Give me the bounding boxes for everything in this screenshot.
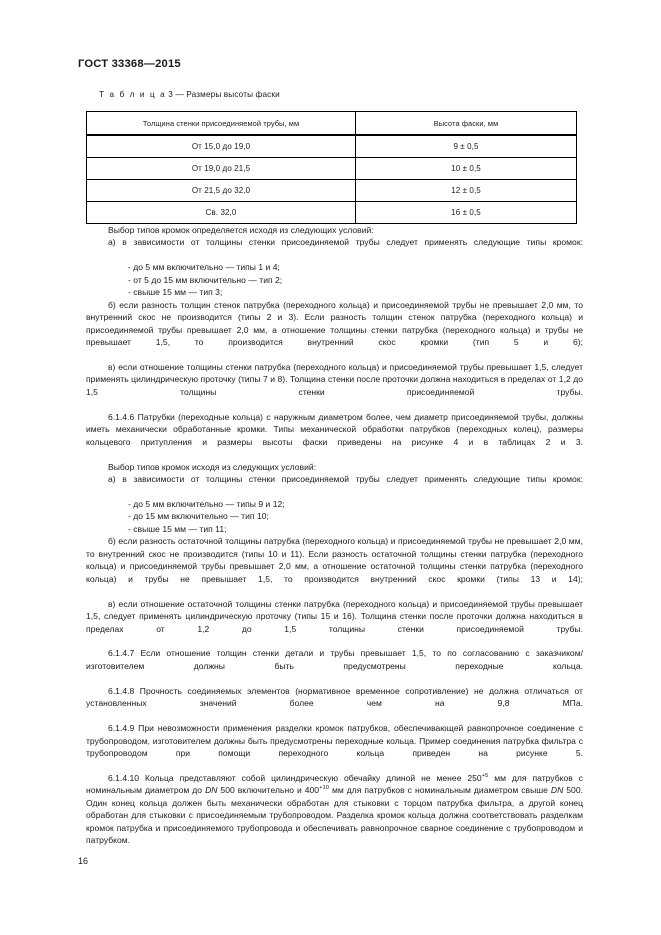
clause-6-1-4-10-part-d: мм для патрубков с номинальным диаметром свыше [328,785,551,796]
tolerance-plus-5: +5 [481,773,489,780]
cell-height: 10 ± 0,5 [356,158,577,180]
column-header-fascia-height: Высота фаски, мм [356,112,577,136]
cell-thickness: Св. 32,0 [87,202,356,224]
paragraph-edge-types-intro-1: Выбор типов кромок определяется исходя из следующих условий: [108,225,374,235]
table-caption-number: 3 [168,90,174,99]
paragraph-item-v-2: в) если отношение остаточной толщины стенки патрубка (переходного кольца) и присоединяемой трубы превышает 1,5, следует применять цилиндрическую проточку (типы 15 и 16). Толщина стенки после проточки должна находиться в пределах от 1,2 до 1,5 толщины стенки присоединяемой трубы. [86,598,583,634]
table-caption [99,90,280,99]
dn-abbrev-1: DN [205,785,218,796]
paragraph-item-b-1: б) если разность толщин стенок патрубка (переходного кольца) и присоединяемой трубы не превышает 2,0 мм, то внутренний скос не производится (типы 2 и 3). Если разность толщин стенок патрубка (переходного кольца) и присоединяемой трубы превышает 2,0 мм, а отношение толщины стенки патрубка (переходного кольца) и трубы не превышает 1,5, то производится внутренний скос кромки (тип 5 и 6); [86,299,583,348]
cell-thickness: От 15,0 до 19,0 [87,135,356,158]
cell-height: 16 ± 0,5 [356,202,577,224]
list-item-over-15mm-1: - свыше 15 мм — тип 3; [128,287,223,298]
clause-6-1-4-10-part-c: 500 включительно и 400 [217,785,320,796]
fascia-size-table [86,111,577,224]
table-row [87,202,577,224]
table-row [87,158,577,180]
paragraph-item-a-2: а) в зависимости от толщины стенки присоединяемой трубы следует применять следующие типы кромок: [108,474,583,485]
clause-6-1-4-6: 6.1.4.6 Патрубки (переходные кольца) с наружным диаметром более, чем диаметр присоединяемой трубы, должны иметь механически обработанные кромки. Типы механической обработки патрубков (переходных колец), размеры кольцевого притупления и размеры высоты фаски приведены на рисунке 4 и в таблицах 2 и 3. [86,411,583,447]
table-caption-title: — Размеры высоты фаски [175,90,280,99]
paragraph-item-a-1: а) в зависимости от толщины стенки присоединяемой трубы следует применять следующие типы кромок: [108,237,583,248]
table-header-row [87,112,577,136]
table-row [87,180,577,202]
page-number: 16 [78,856,89,866]
list-item-5-to-15mm-1: - от 5 до 15 мм включительно — тип 2; [128,274,283,285]
clause-6-1-4-7: 6.1.4.7 Если отношение толщин стенки детали и трубы превышает 1,5, то по согласованию с заказчиком/изготовителем должны быть предусмотрены переходные кольца. [86,648,583,671]
column-header-thickness: Толщина стенки присоединяемой трубы, мм [87,112,356,136]
list-item-up-to-5mm-2: - до 5 мм включительно — типы 9 и 12; [128,498,285,509]
standard-header: ГОСТ 33368—2015 [78,58,181,70]
body-text-block [86,224,583,859]
table-caption-word: Т а б л и ц а [99,90,167,99]
cell-height: 9 ± 0,5 [356,135,577,158]
list-item-up-to-5mm-1: - до 5 мм включительно — типы 1 и 4; [128,262,280,273]
fascia-size-table-wrapper [86,111,576,224]
list-item-up-to-15mm-2: - до 15 мм включительно — тип 10; [128,511,269,522]
clause-6-1-4-9: 6.1.4.9 При невозможности применения разделки кромок патрубков, обеспечивающей равнопрочное соединение с трубопроводом, изготовителем должны быть предусмотрены переходные кольца. Пример соединения патрубка фильтра с трубопроводом при помощи переходного кольца приведен на рисунке 5. [86,723,583,759]
dn-abbrev-2: DN [550,785,564,796]
paragraph-edge-types-intro-2: Выбор типов кромок исходя из следующих условий: [108,461,317,472]
tolerance-plus-10: +10 [319,785,329,792]
clause-6-1-4-8: 6.1.4.8 Прочность соединяемых элементов (нормативное временное сопротивление) не должна отличаться от установленных значений более чем на 9,8 МПа. [86,685,583,709]
clause-6-1-4-10 [86,772,583,859]
table-row [87,135,577,158]
cell-thickness: От 19,0 до 21,5 [87,158,356,180]
clause-6-1-4-10-part-e: 500. Один конец кольца должен быть механически обработан для стыковки с торцом патрубка фильтра, а другой конец обработан для стыковки с присоединяемым трубопроводом. Разделка кромок кольца должна соответствовать разделкам кромок патрубка и присоединяемого трубопровода и обеспечивать равнопрочное сварное соединение с трубопроводом и патрубком. [86,785,583,846]
paragraph-item-b-2: б) если разность остаточной толщины патрубка (переходного кольца) и присоединяемой трубы не превышает 2,0 мм, то внутренний скос не производится (типы 10 и 11). Если разность остаточной толщины стенки патрубка (переходного кольца) и присоединяемой трубы превышает 2,0 мм, а отношение остаточной толщины стенки патрубка (переходного кольца) и трубы не превышает 1,5, то производится внутренний скос кромки (типы 13 и 14); [86,536,583,584]
clause-6-1-4-10-part-a: 6.1.4.10 Кольца представляют собой цилиндрическую обечайку длиной не менее 250 [108,772,482,783]
paragraph-item-v-1: в) если отношение толщины стенки патрубка (переходного кольца) и присоединяемой трубы превышает 1,5, следует применять цилиндрическую проточку (типы 7 и 8). Толщина стенки после проточки должна находиться в пределах от 1,2 до 1,5 толщины стенки присоединяемой трубы. [86,361,583,397]
cell-height: 12 ± 0,5 [356,180,577,202]
clause-6-1-4-10-part-b: мм для патрубков с номинальным диаметром до [86,772,583,796]
cell-thickness: От 21,5 до 32,0 [87,180,356,202]
list-item-over-15mm-2: - свыше 15 мм — тип 11; [128,523,227,534]
